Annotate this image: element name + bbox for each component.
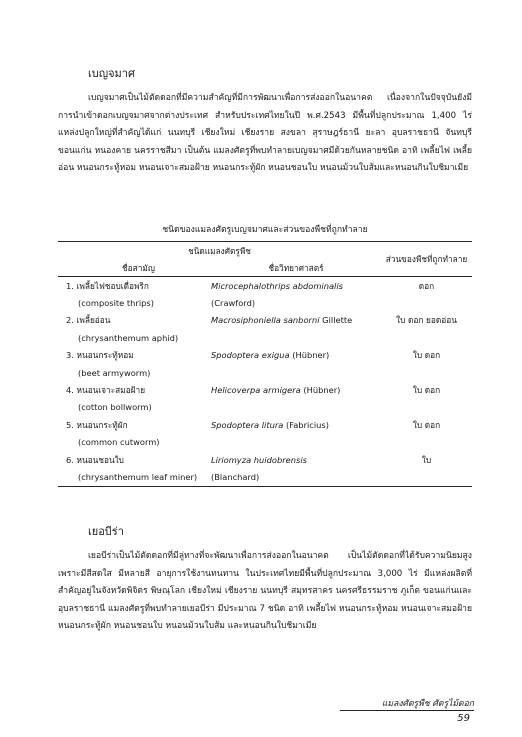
footer-divider	[340, 710, 474, 711]
scientific-name-italic: Liriomyza huidobrensis	[211, 454, 307, 465]
common-name-en: (cotton bollworm)	[78, 402, 152, 413]
scientific-name-italic: Macrosiphoniella sanborni	[211, 315, 320, 326]
empty-cell	[381, 399, 472, 416]
paragraph-text: เยอบีร่าเป็นไม้ตัดดอกที่มีลู่ทางที่จะพัฒนาเพื่อการส่งออกในอนาคต เป็นไม้ตัดดอกที่ได้รับความนิยมสูง เพราะมีสีสดใส มีหลายสี อายุการใช้งานทนทาน ในประเทศไทยมีพื้นที่ปลูกประมาณ 3,000 ไร่ มีแหล่งผลิตที่สำคัญอยู่ในจังหวัดพิจิตร พิษณุโลก เชียงใหม่ เชียงราย นนทบุรี สมุทรสาคร นครศรีธรรมราช ภูเก็ต ขอนแก่นและอุบลราชธานี แมลงศัตรูที่พบทำลายเยอบีร่า มีประมาณ 7 ชนิด อาทิ เพลี้ยไฟ หนอนกระทู้หอม หนอนเจาะสมอฝ้าย หนอนกระทู้ผัก หนอนชอนใบ หนอนม้วนใบส้ม และหนอนกินใบชิมาเมีย	[58, 551, 472, 632]
empty-cell	[381, 294, 472, 311]
damaged-part: ใบ ดอก	[412, 419, 441, 430]
scientific-author: (Hübner)	[289, 350, 330, 361]
scientific-name	[211, 451, 381, 468]
table-row-sub	[58, 434, 472, 451]
common-name: 5. หนอนกระทู้ผัก	[66, 419, 128, 430]
scientific-author-line: (Crawford)	[211, 298, 256, 309]
empty-cell	[381, 434, 472, 451]
table-caption: ชนิดของแมลงศัตรูเบญจมาศและส่วนของพืชที่ถูกทำลาย	[162, 225, 368, 235]
scientific-name	[211, 381, 381, 398]
table-row-sub	[58, 294, 472, 311]
scientific-name-italic: Microcephalothrips abdominalis	[211, 280, 343, 291]
paragraph-text: เบญจมาศเป็นไม้ตัดดอกที่มีความสำคัญที่มีการพัฒนาเพื่อการส่งออกในอนาคต เนื่องจากในปัจจุบันยังมีการนำเข้าดอกเบญจมาศจากต่างประเทศ สำหรับประเทศไทยในปี พ.ศ.2543 มีพื้นที่ปลูกประมาณ 1,400 ไร่ แหล่งปลูกใหญ่ที่สำคัญได้แก่ นนทบุรี เชียงใหม่ เชียงราย สงขลา สุราษฎร์ธานี ยะลา อุบลราชธานี จันทบุรี ขอนแก่น หนองคาย นครราชสีมา เป็นต้น แมลงศัตรูที่พบทำลายเบญจมาศมีด้วยกันหลายชนิด อาทิ เพลี้ยไฟ เพลี้ยอ่อน หนอนกระทู้หอม หนอนเจาะสมอฝ้าย หนอนกระทู้ผัก หนอนชอนใบ หนอนม้วนใบส้มและหนอนกินใบชิมาเมีย	[58, 93, 472, 174]
page-number: 59	[457, 713, 470, 724]
empty-cell	[381, 364, 472, 381]
scientific-name-italic: Helicoverpa armigera	[211, 385, 301, 396]
common-name-en: (chrysanthemum aphid)	[78, 332, 179, 343]
table-row	[58, 277, 472, 295]
damaged-part: ใบ ดอก	[412, 350, 441, 361]
scientific-author-line	[211, 329, 381, 346]
table-row-sub	[58, 399, 472, 416]
scientific-name	[211, 277, 381, 295]
scientific-author-line	[211, 399, 381, 416]
scientific-author: (Fabricius)	[283, 419, 329, 430]
table-row	[58, 312, 472, 329]
table-row-sub	[58, 468, 472, 486]
common-name-en: (common cutworm)	[78, 437, 160, 448]
scientific-name-italic: Spodoptera exigua	[211, 350, 290, 361]
scientific-author-line	[211, 364, 381, 381]
empty-cell	[381, 468, 472, 486]
scientific-author: Gillette	[319, 315, 353, 326]
header-damaged-part: ส่วนของพืชที่ถูกทำลาย	[385, 254, 468, 264]
common-name: 4. หนอนเจาะสมอฝ้าย	[66, 385, 146, 396]
common-name: 6. หนอนชอนใบ	[66, 454, 124, 465]
section-heading-chrysanthemum: เบญจมาศ	[88, 67, 135, 80]
header-scientific-name: ชื่อวิทยาศาสตร์	[268, 262, 324, 273]
table-row	[58, 451, 472, 468]
header-pest-type: ชนิดแมลงศัตรูพืช	[188, 245, 251, 256]
scientific-author: (Hübner)	[300, 385, 341, 396]
pest-table	[58, 241, 472, 487]
paragraph-gerbera	[58, 548, 472, 636]
scientific-name	[211, 312, 381, 329]
table-row-sub	[58, 364, 472, 381]
damaged-part: ดอก	[418, 280, 435, 291]
common-name-en: (chrysanthemum leaf miner)	[78, 471, 198, 482]
paragraph-chrysanthemum	[58, 90, 472, 178]
common-name: 1. เพลี้ยไฟชอบเดื่อพริก	[66, 280, 149, 291]
common-name: 3. หนอนกระทู้หอม	[66, 350, 134, 361]
table-row	[58, 416, 472, 433]
section-heading-gerbera: เยอบีร่า	[88, 525, 124, 538]
scientific-name	[211, 347, 381, 364]
damaged-part: ใบ	[421, 454, 432, 465]
scientific-author-line: (Blanchard)	[211, 471, 260, 482]
scientific-author-line	[211, 434, 381, 451]
table-row	[58, 381, 472, 398]
empty-cell	[381, 329, 472, 346]
damaged-part: ใบ ดอก	[412, 385, 441, 396]
table-row-sub	[58, 329, 472, 346]
table-body	[58, 277, 472, 487]
scientific-name-italic: Spodoptera litura	[211, 419, 284, 430]
table-row	[58, 347, 472, 364]
common-name-en: (beet armyworm)	[78, 367, 151, 378]
header-common-name: ชื่อสามัญ	[122, 262, 155, 273]
common-name: 2. เพลี้ยอ่อน	[66, 315, 111, 326]
damaged-part: ใบ ดอก ยอดอ่อน	[396, 315, 457, 326]
scientific-name	[211, 416, 381, 433]
common-name-en: (composite thrips)	[78, 298, 154, 309]
footer-title: แมลงศัตรูพืช ศัตรูไม้ดอก	[381, 699, 474, 709]
